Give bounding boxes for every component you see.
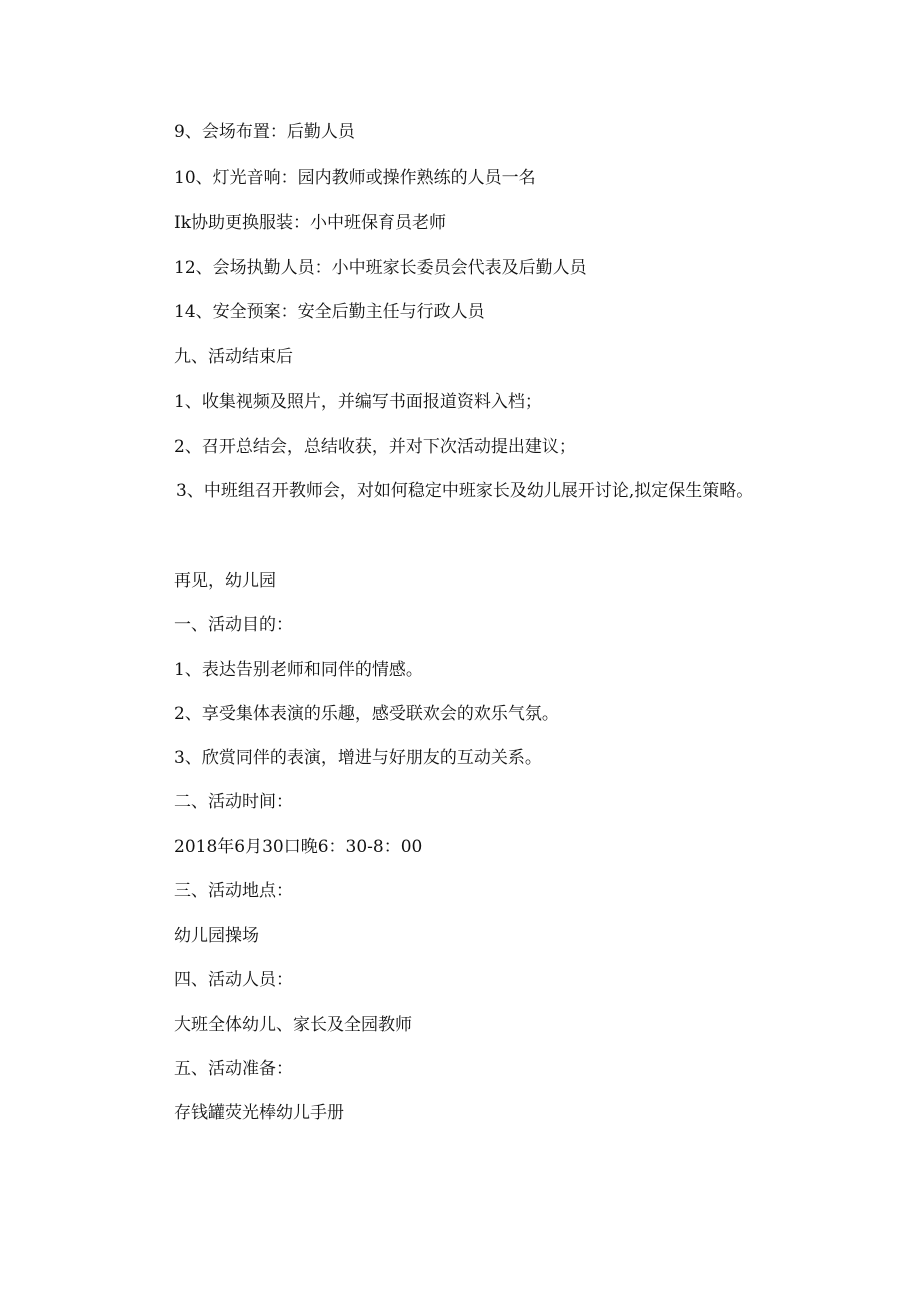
- item-lighting-sound: 10、灯光音响：园内教师或操作熟练的人员一名: [174, 168, 536, 188]
- item-venue-duty: 12、会场执勤人员：小中班家长委员会代表及后勤人员: [174, 258, 587, 278]
- after-item-1: 1、收集视频及照片，并编写书面报道资料入档；: [174, 392, 542, 412]
- item-safety-plan: 14、安全预案：安全后勤主任与行政人员: [174, 302, 485, 322]
- goal-item-2: 2、享受集体表演的乐趣，感受联欢会的欢乐气氛。: [174, 704, 559, 724]
- title-goodbye-kindergarten: 再见，幼儿园: [174, 571, 276, 591]
- goal-item-3: 3、欣赏同伴的表演，增进与好朋友的互动关系。: [174, 748, 542, 768]
- section-activity-time: 二、活动时间：: [174, 792, 293, 812]
- item-costume-help: Ik协助更换服装：小中班保育员老师: [174, 213, 447, 233]
- after-item-3: 3、中班组召开教师会，对如何稳定中班家长及幼儿展开讨论,拟定保生策略。: [176, 481, 754, 501]
- section-after-activity: 九、活动结束后: [174, 347, 293, 367]
- section-activity-location: 三、活动地点：: [174, 881, 293, 901]
- activity-time-value: 2018年6月30口晚6：30-8：00: [174, 837, 423, 857]
- after-item-2: 2、召开总结会，总结收获，并对下次活动提出建议；: [174, 437, 576, 457]
- section-activity-goals: 一、活动目的：: [174, 615, 293, 635]
- section-activity-preparation: 五、活动准备：: [174, 1059, 293, 1079]
- activity-location-value: 幼儿园操场: [174, 926, 259, 946]
- activity-preparation-value: 存钱罐荧光棒幼儿手册: [174, 1103, 344, 1123]
- section-activity-people: 四、活动人员：: [174, 970, 293, 990]
- goal-item-1: 1、表达告别老师和同伴的情感。: [174, 660, 423, 680]
- activity-people-value: 大班全体幼儿、家长及全园教师: [174, 1015, 412, 1035]
- item-venue-layout: 9、会场布置：后勤人员: [174, 122, 355, 142]
